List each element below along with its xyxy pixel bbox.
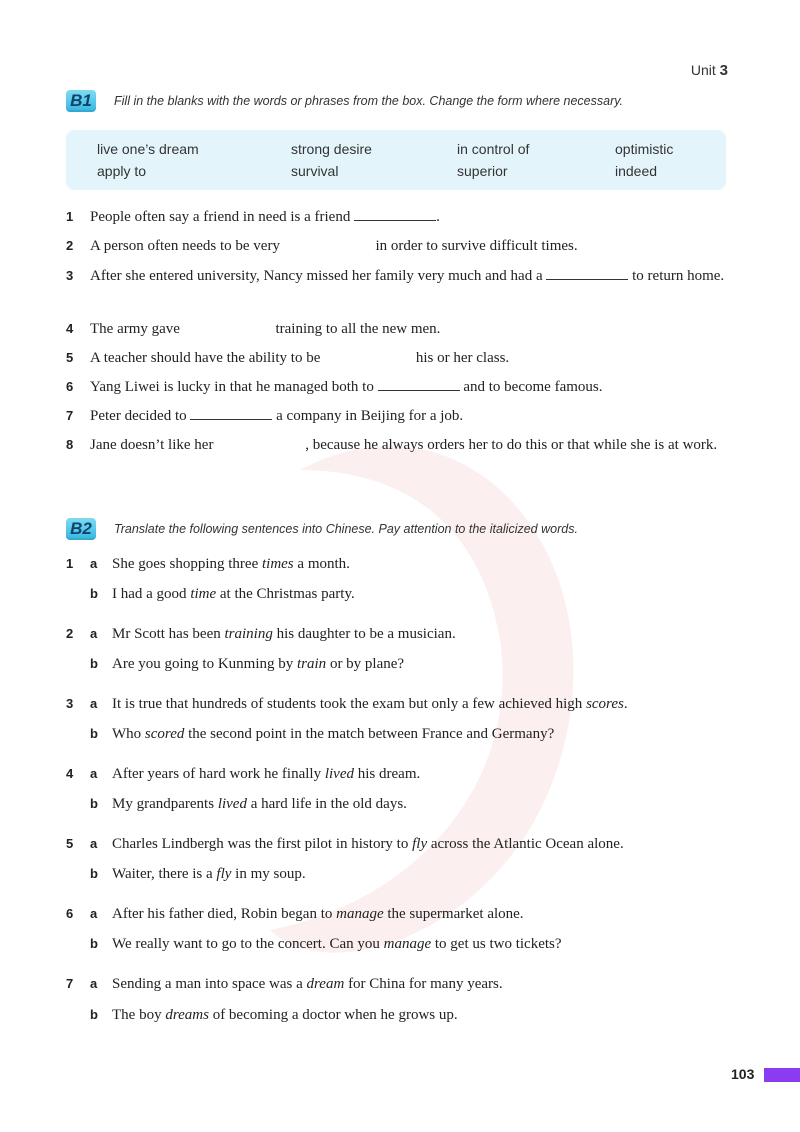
b1-question: 1 People often say a friend in need is a friend . bbox=[66, 205, 736, 229]
b1-question: 2 A person often needs to be very in order to survive difficult times. bbox=[66, 238, 578, 254]
box-word: strong desire bbox=[291, 141, 372, 157]
box-word: apply to bbox=[97, 163, 147, 179]
unit-label: Unit 3 bbox=[690, 62, 728, 79]
box-word: survival bbox=[291, 163, 339, 179]
b1-question: 3 After she entered university, Nancy missed her family very much and had a to return home. bbox=[66, 264, 736, 288]
answer-blank[interactable] bbox=[190, 405, 272, 420]
page-number: 103 bbox=[731, 1066, 755, 1082]
answer-blank[interactable] bbox=[378, 376, 460, 391]
b1-question: 5 A teacher should have the ability to be his or her class. bbox=[66, 350, 510, 366]
box-word: optimistic bbox=[615, 141, 674, 157]
b1-instruction: Fill in the blanks with the words or phrases from the box. Change the form where necessary. bbox=[114, 94, 624, 108]
b1-badge: B1 bbox=[66, 90, 96, 112]
box-word: indeed bbox=[615, 163, 658, 179]
box-word: live one’s dream bbox=[97, 141, 199, 157]
b1-header bbox=[66, 90, 623, 112]
word-box bbox=[66, 130, 726, 190]
answer-blank[interactable] bbox=[354, 206, 436, 221]
b1-question: 7 Peter decided to a company in Beijing for a job. bbox=[66, 404, 736, 428]
b2-header bbox=[66, 518, 578, 540]
page-accent-bar bbox=[764, 1068, 800, 1082]
box-word: superior bbox=[457, 163, 508, 179]
b1-question: 8 Jane doesn’t like her , because he always orders her to do this or that while she is at work. bbox=[66, 437, 718, 453]
b2-badge: B2 bbox=[66, 518, 96, 540]
b2-instruction: Translate the following sentences into Chinese. Pay attention to the italicized words. bbox=[114, 522, 578, 536]
b1-question: 4 The army gave training to all the new men. bbox=[66, 321, 441, 337]
box-word: in control of bbox=[457, 141, 530, 157]
answer-blank[interactable] bbox=[546, 265, 628, 280]
b1-question: 6 Yang Liwei is lucky in that he managed both to and to become famous. bbox=[66, 375, 736, 399]
